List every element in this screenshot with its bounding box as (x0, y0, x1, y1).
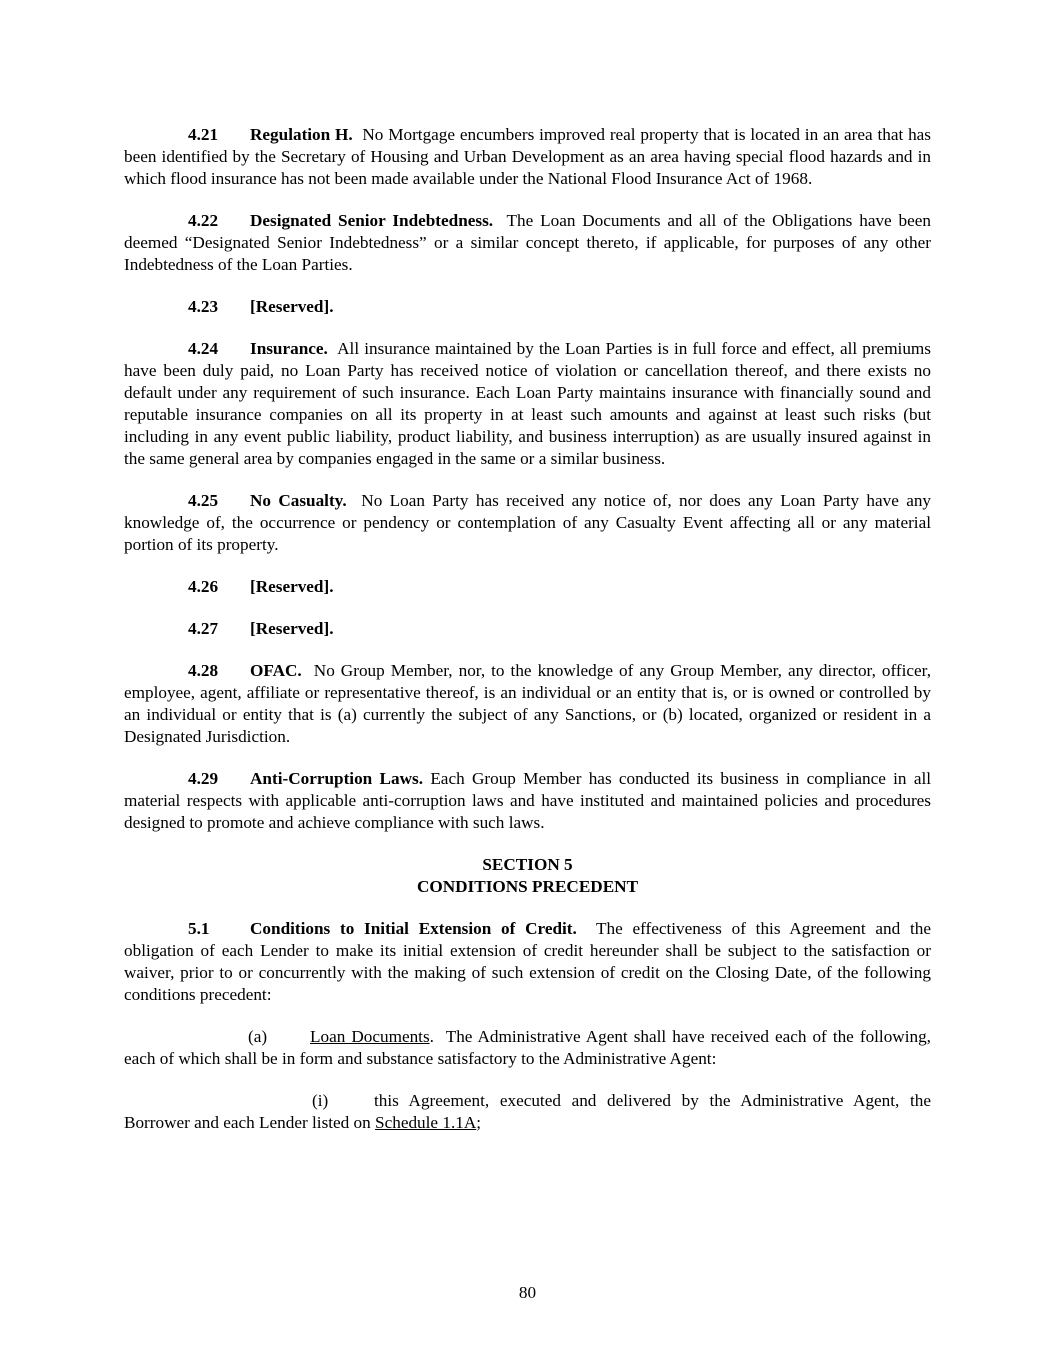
clause-heading: Loan Documents (310, 1027, 430, 1046)
section-4-27 (124, 618, 931, 640)
section-heading: Designated Senior Indebtedness. (250, 211, 494, 230)
section-heading: OFAC. (250, 661, 302, 680)
section-text: No Mortgage encumbers improved real property that is located in an area that has been identified by the Secretary of Housing and Urban Development as an area having special flood hazards and in which flood insurance has not been made available under the National Flood Insurance Act of 1968. (124, 125, 932, 188)
section-text: No Loan Party has received any notice of, nor does any Loan Party have any knowledge of, the occurrence or pendency or contemplation of any Casualty Event affecting all or any material portion of its property. (124, 491, 932, 554)
section-number: 4.29 (188, 769, 219, 788)
section-heading: [Reserved]. (250, 619, 334, 638)
clause-text: this Agreement, executed and delivered by the Administrative Agent, the Borrower and each Lender listed on (124, 1091, 931, 1132)
section-heading: Anti-Corruption Laws. (250, 769, 423, 788)
section-5-title (124, 854, 931, 898)
section-5-1-a-i (124, 1090, 931, 1134)
section-text: The effectiveness of this Agreement and the obligation of each Lender to make its initial extension of credit hereunder shall be subject to the satisfaction or waiver, prior to or concurrently with the making of such extension of credit on the Closing Date, of the following conditions precedent: (124, 919, 931, 1004)
section-number: 4.25 (188, 491, 219, 510)
section-heading: Conditions to Initial Extension of Credit. (250, 919, 577, 938)
section-5-number: SECTION 5 (482, 855, 573, 874)
section-4-26 (124, 576, 931, 598)
schedule-reference: Schedule 1.1A (375, 1113, 477, 1132)
section-5-name: CONDITIONS PRECEDENT (416, 877, 639, 896)
section-5-1-a: (a) Loan Documents. The Administrative Agent shall have received each of the following, each of which shall be in form and substance satisfactory to the Administrative Agent: (124, 1027, 931, 1068)
section-4-25 (124, 490, 931, 556)
clause-text: The Administrative Agent shall have received each of the following, each of which shall be in form and substance satisfactory to the Administrative Agent: (124, 1027, 931, 1068)
document-body (124, 124, 931, 1154)
section-number: 4.21 (188, 125, 219, 144)
page-number: 80 (518, 1283, 537, 1302)
section-4-23 (124, 296, 931, 318)
section-4-24 (124, 338, 931, 470)
section-number: 4.23 (188, 297, 219, 316)
section-5-1 (124, 918, 931, 1006)
section-text: Each Group Member has conducted its business in compliance in all material respects with applicable anti-corruption laws and have instituted and maintained policies and procedures designed to promote and achieve compliance with such laws. (124, 769, 932, 832)
section-number: 4.27 (188, 619, 219, 638)
section-number: 4.28 (188, 661, 219, 680)
section-text: The Loan Documents and all of the Obligations have been deemed “Designated Senior Indebtedness” or a similar concept thereto, if applicable, for purposes of any other Indebtedness of the Loan Parties. (124, 211, 931, 274)
section-4-22 (124, 210, 931, 276)
section-4-21 (124, 124, 931, 190)
section-number: 4.26 (188, 577, 219, 596)
section-heading: Insurance. (250, 339, 328, 358)
section-heading: [Reserved]. (250, 577, 334, 596)
section-4-28 (124, 660, 931, 748)
section-number: 4.24 (188, 339, 219, 358)
clause-tail: ; (476, 1113, 482, 1132)
section-heading: [Reserved]. (250, 297, 334, 316)
section-heading: No Casualty. (250, 491, 347, 510)
clause-label: (a) (248, 1027, 268, 1046)
section-text: All insurance maintained by the Loan Parties is in full force and effect, all premiums have been duly paid, no Loan Party has received notice of violation or cancellation thereof, and there exists no default under any requirement of such insurance. Each Loan Party maintains insurance with financially sound and reputable insurance companies on all its property in at least such amounts and against at least such risks (but including in any event public liability, product liability, and business interruption) as are usually insured against in the same general area by companies engaged in the same or a similar business. (124, 339, 931, 468)
section-4-29 (124, 768, 931, 834)
section-number: 4.22 (188, 211, 219, 230)
clause-label: (i) (312, 1091, 329, 1110)
section-number: 5.1 (188, 919, 210, 938)
section-heading: Regulation H. (250, 125, 353, 144)
section-text: No Group Member, nor, to the knowledge of any Group Member, any director, officer, employee, agent, affiliate or representative thereof, is an individual or an entity that is, or is owned or controlled by an individual or entity that is (a) currently the subject of any Sanctions, or (b) located, organized or resident in a Designated Jurisdiction. (124, 661, 932, 746)
